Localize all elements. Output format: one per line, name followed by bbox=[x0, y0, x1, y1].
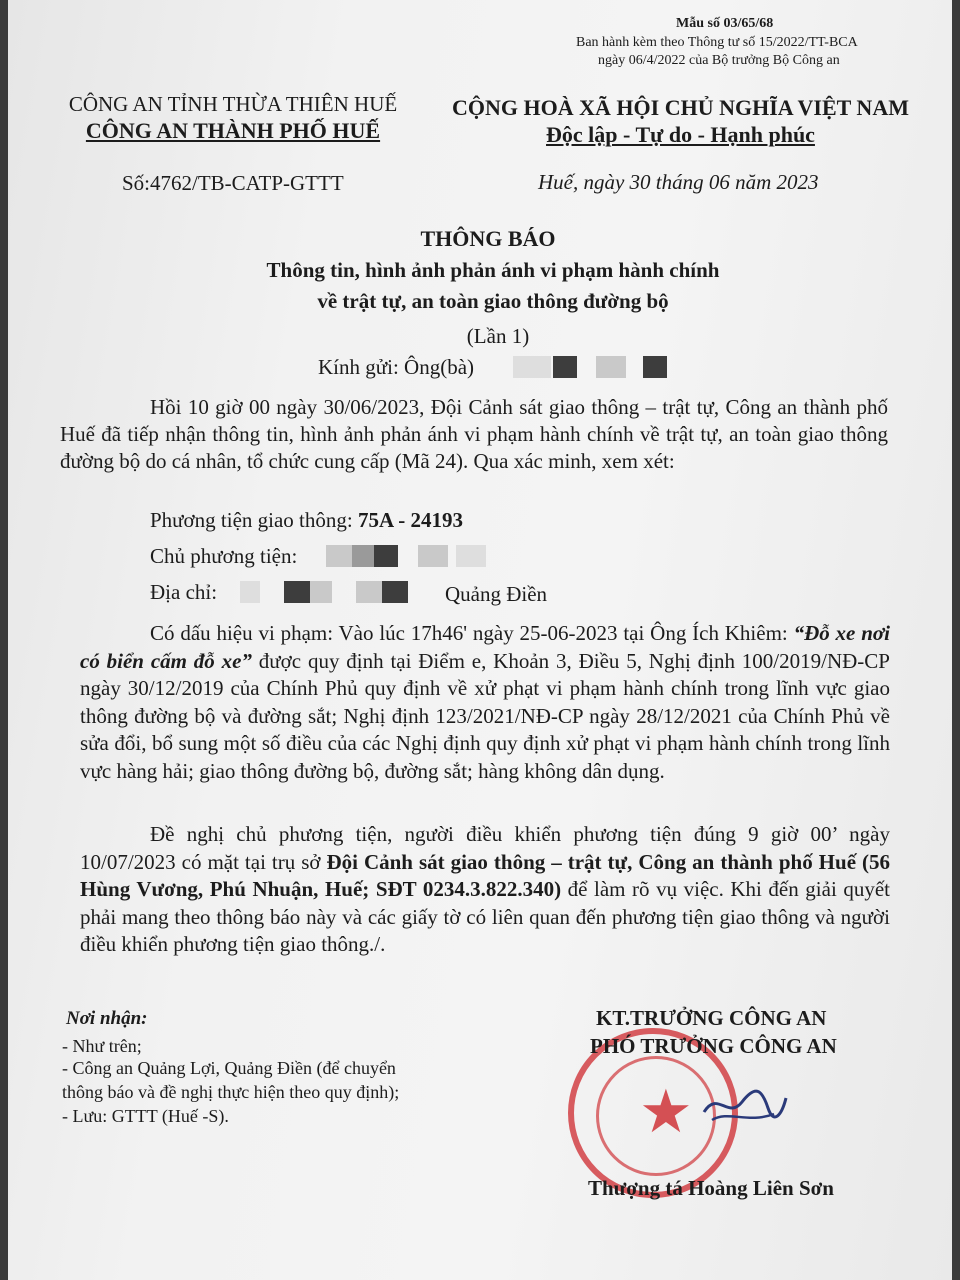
redacted-block bbox=[382, 581, 408, 603]
redacted-block bbox=[326, 545, 352, 567]
national-motto bbox=[438, 122, 923, 148]
redacted-block bbox=[456, 545, 486, 567]
agency-parent: CÔNG AN TỈNH THỪA THIÊN HUẾ bbox=[68, 92, 398, 116]
document-page bbox=[8, 0, 952, 1280]
attempt-number: (Lần 1) bbox=[466, 324, 530, 348]
recipients-line-2: - Công an Quảng Lợi, Quảng Điền (để chuyển bbox=[62, 1058, 396, 1078]
violation-legal-basis: được quy định tại Điểm e, Khoản 3, Điều 5, Nghị định 100/2019/NĐ-CP ngày 30/12/2019 của Chính Phủ quy định về xử phạt vi phạm hành chính trong lĩnh vực giao thông đường bộ và đường sắt; Nghị định 123/2021/NĐ-CP ngày 28/12/2021 của Chính Phủ về sửa đổi, bổ sung một số điều của các Nghị định quy định xử phạt vi phạm hành chính trong lĩnh vực hàng hải; giao thông đường bộ, đường sắt; hàng không dân dụng. bbox=[80, 648, 890, 783]
redacted-block bbox=[284, 581, 310, 603]
intro-paragraph: Hồi 10 giờ 00 ngày 30/06/2023, Đội Cảnh sát giao thông – trật tự, Công an thành phố Huế đã tiếp nhận thông tin, hình ảnh phản ánh vi phạm hành chính về trật tự, an toàn giao thông đường bộ do cá nhân, tổ chức cung cấp (Mã 24). Qua xác minh, xem xét: bbox=[60, 395, 888, 473]
request-place: Đội Cảnh sát giao thông – trật tự, Công an thành phố Huế (56 Hùng Vương, Phú Nhuận, Huế; SĐT 0234.3.822.340) bbox=[80, 849, 890, 901]
request-lead: Đề nghị chủ phương tiện, người điều khiển phương tiện đúng 9 giờ 00’ ngày 10/07/2023 có mặt tại trụ sở bbox=[80, 822, 890, 874]
redacted-block bbox=[356, 581, 382, 603]
redacted-block bbox=[240, 581, 260, 603]
redacted-block bbox=[513, 356, 551, 378]
recipients-title: Nơi nhận: bbox=[66, 1008, 148, 1029]
redacted-block bbox=[553, 356, 577, 378]
handwritten-signature bbox=[698, 1080, 788, 1130]
redacted-block bbox=[643, 356, 667, 378]
redacted-block bbox=[596, 356, 626, 378]
vehicle-label: Phương tiện giao thông: bbox=[150, 508, 358, 532]
redacted-block bbox=[352, 545, 374, 567]
violation-lead: Có dấu hiệu vi phạm: Vào lúc 17h46' ngày 25-06-2023 tại Ông Ích Khiêm: bbox=[150, 621, 794, 645]
document-number: Số:4762/TB-CATP-GTTT bbox=[122, 171, 344, 195]
form-number: Mẫu số 03/65/68 bbox=[676, 16, 774, 31]
agency-name bbox=[48, 118, 418, 144]
issued-by-line-1: Ban hành kèm theo Thông tư số 15/2022/TT-BCA bbox=[576, 35, 858, 50]
recipients-line-3: thông báo và đề nghị thực hiện theo quy định); bbox=[62, 1082, 400, 1102]
signer-title-2: PHÓ TRƯỞNG CÔNG AN bbox=[590, 1034, 837, 1058]
address-label: Địa chỉ: bbox=[150, 580, 218, 604]
redacted-block bbox=[418, 545, 448, 567]
request-rest: để làm rõ vụ việc. Khi đến giải quyết phải mang theo thông báo này và các giấy tờ có liên quan đến phương tiện giao thông và người điều khiển phương tiện giao thông./. bbox=[80, 877, 890, 956]
redacted-block bbox=[374, 545, 398, 567]
national-motto-text: Độc lập - Tự do - Hạnh phúc bbox=[546, 122, 815, 147]
country-name: CỘNG HOÀ XÃ HỘI CHỦ NGHĨA VIỆT NAM bbox=[452, 95, 909, 120]
document-title: THÔNG BÁO bbox=[420, 226, 556, 251]
recipients-line-4: - Lưu: GTTT (Huế -S). bbox=[62, 1106, 229, 1126]
document-subtitle-2: về trật tự, an toàn giao thông đường bộ bbox=[317, 289, 669, 313]
owner-label: Chủ phương tiện: bbox=[150, 544, 298, 568]
violation-name: “Đỗ xe nơi có biển cấm đỗ xe” bbox=[80, 621, 890, 673]
violation-paragraph bbox=[80, 620, 890, 785]
document-subtitle-1: Thông tin, hình ảnh phản ánh vi phạm hành chính bbox=[266, 258, 720, 282]
vehicle-plate: 75A - 24193 bbox=[357, 508, 463, 532]
redacted-block bbox=[310, 581, 332, 603]
issued-by-line-2: ngày 06/4/2022 của Bộ trưởng Bộ Công an bbox=[598, 53, 840, 68]
signer-name: Thượng tá Hoàng Liên Sơn bbox=[588, 1176, 834, 1200]
agency-name-text: CÔNG AN THÀNH PHỐ HUẾ bbox=[85, 118, 381, 143]
date-place: Huế, ngày 30 tháng 06 năm 2023 bbox=[538, 170, 819, 194]
request-paragraph bbox=[80, 821, 890, 959]
vehicle-line bbox=[150, 508, 463, 533]
signer-title-1: KT.TRƯỞNG CÔNG AN bbox=[596, 1006, 827, 1030]
recipients-line-1: - Như trên; bbox=[62, 1036, 142, 1056]
recipient-label: Kính gửi: Ông(bà) bbox=[318, 355, 475, 379]
address-district: Quảng Điền bbox=[445, 582, 548, 606]
seal-star-icon: ★ bbox=[639, 1077, 693, 1147]
